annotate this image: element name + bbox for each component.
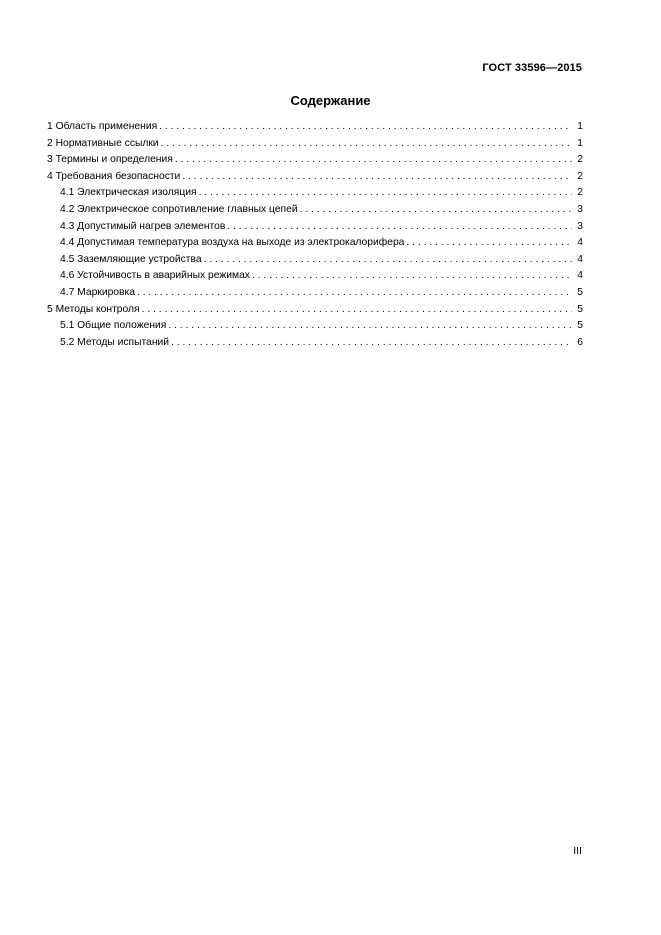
toc-entry-page: 4 (577, 253, 583, 265)
toc-leader-dots (204, 252, 572, 269)
toc-entry-page: 5 (577, 286, 583, 298)
toc-leader-dots (227, 219, 572, 236)
toc-entry[interactable] (47, 219, 583, 236)
toc-entry-label: 4.4 Допустимая температура воздуха на выходе из электрокалорифера (60, 237, 405, 249)
toc-entry[interactable] (47, 136, 583, 153)
toc-entry-label: 5.1 Общие положения (60, 320, 167, 332)
toc-entry-label: 5 Методы контроля (47, 303, 140, 315)
toc-entry-label: 1 Область применения (47, 121, 158, 132)
toc-entry[interactable] (47, 202, 583, 219)
toc-entry[interactable] (47, 318, 583, 335)
toc-title: Содержание (290, 93, 371, 108)
toc-entry-page: 5 (577, 320, 583, 332)
document-code: ГОСТ 33596—2015 (482, 62, 582, 74)
toc-entry-label: 2 Нормативные ссылки (47, 137, 159, 149)
toc-leader-dots (406, 235, 572, 252)
toc-leader-dots (199, 185, 572, 202)
toc-entry-label: 4.2 Электрическое сопротивление главных цепей (60, 203, 298, 215)
toc-entry-page: 2 (577, 154, 583, 166)
toc-leader-dots (175, 152, 572, 169)
toc-leader-dots (171, 335, 572, 352)
toc-entry-page: 5 (577, 303, 583, 315)
toc-entry-page: 2 (577, 170, 583, 182)
toc-entry[interactable] (47, 169, 583, 186)
toc-leader-dots (161, 136, 572, 153)
toc-entry[interactable] (47, 302, 583, 319)
toc-entry-page: 3 (577, 220, 583, 232)
toc-entry-label: 4.6 Устойчивость в аварийных режимах (60, 270, 250, 282)
toc-entry-label: 5.2 Методы испытаний (60, 336, 170, 348)
toc-entry[interactable] (47, 252, 583, 269)
toc-entry[interactable] (47, 119, 583, 136)
toc-entry[interactable] (47, 285, 583, 302)
toc-leader-dots (300, 202, 572, 219)
toc-entry-page: 3 (577, 203, 583, 215)
toc-entry-page: 2 (577, 187, 583, 199)
toc-entry-label: 4.1 Электрическая изоляция (60, 187, 197, 199)
toc-leader-dots (252, 268, 572, 285)
toc-entry-label: 4.3 Допустимый нагрев элементов (60, 220, 226, 232)
toc-leader-dots (182, 169, 572, 186)
toc-entry-label: 4.5 Заземляющие устройства (60, 253, 202, 265)
toc-entry-page: 1 (577, 121, 583, 132)
toc-entry[interactable] (47, 335, 583, 352)
toc-entry-page: 4 (577, 237, 583, 249)
toc-entry[interactable] (47, 152, 583, 169)
toc-entry[interactable] (47, 185, 583, 202)
toc-entry-page: 6 (577, 336, 583, 348)
toc-entry-label: 3 Термины и определения (47, 154, 173, 166)
page-number: III (573, 845, 582, 857)
toc-entry-page: 4 (577, 270, 583, 282)
toc-leader-dots (137, 285, 572, 302)
toc-leader-dots (142, 302, 572, 319)
toc-leader-dots (159, 119, 572, 136)
toc-entry-page: 1 (577, 137, 583, 149)
toc-entry-label: 4.7 Маркировка (60, 286, 135, 298)
toc-entry-label: 4 Требования безопасности (47, 170, 181, 182)
toc-entry[interactable] (47, 268, 583, 285)
table-of-contents (47, 119, 583, 351)
toc-entry[interactable] (47, 235, 583, 252)
toc-leader-dots (168, 318, 572, 335)
